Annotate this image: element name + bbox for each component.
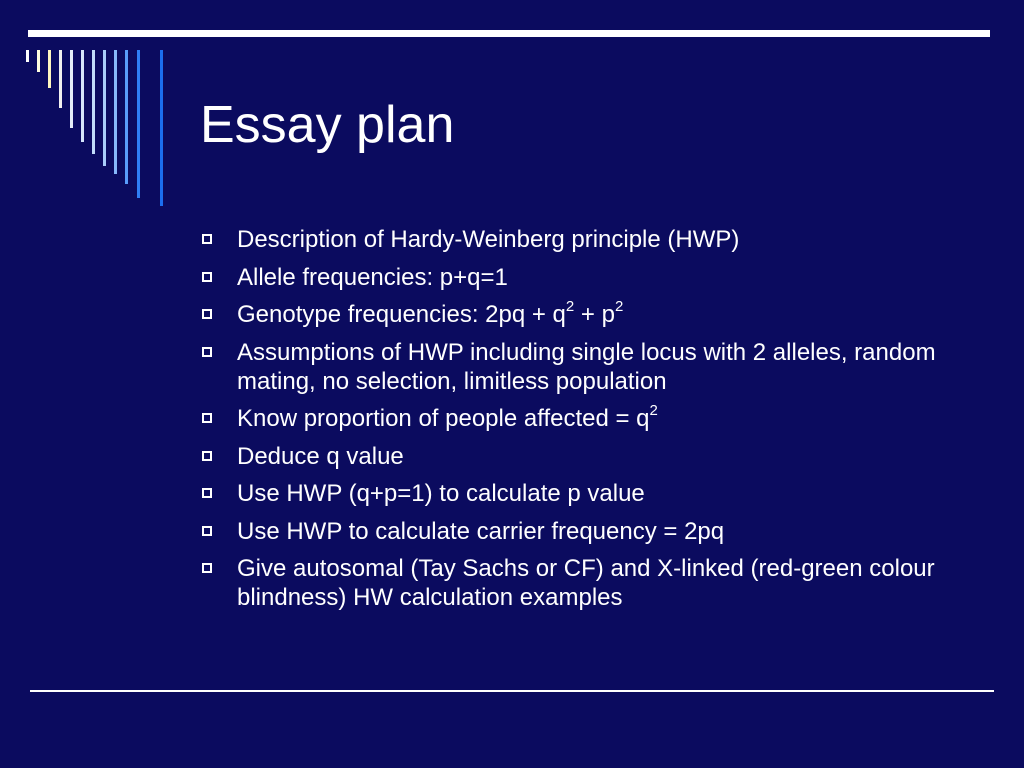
stripe	[37, 50, 40, 72]
bullet-item	[200, 300, 980, 329]
stripe	[26, 50, 29, 62]
stripe	[114, 50, 117, 174]
square-bullet-icon	[202, 413, 212, 423]
square-bullet-icon	[202, 563, 212, 573]
superscript: 2	[565, 298, 575, 315]
superscript: 2	[649, 402, 658, 419]
stripe	[103, 50, 106, 166]
bullet-text: Know proportion of people affected = q	[237, 405, 650, 432]
bullet-item	[200, 225, 980, 254]
decorative-stripes	[26, 50, 176, 210]
bullet-item	[200, 517, 980, 546]
stripe	[125, 50, 128, 184]
bullet-text: Deduce q value	[237, 442, 404, 470]
stripe	[48, 50, 51, 88]
bullet-text: Allele frequencies: p+q=1	[237, 263, 508, 291]
top-rule	[28, 30, 990, 37]
square-bullet-icon	[202, 347, 212, 357]
bullet-item	[200, 404, 980, 433]
stripe	[92, 50, 95, 154]
stripe	[137, 50, 140, 198]
bullet-text: Give autosomal (Tay Sachs or CF) and X-linked (red-green colour blindness) HW calculation examples	[237, 555, 935, 611]
square-bullet-icon	[202, 451, 212, 461]
stripe	[70, 50, 73, 128]
bullet-text: Genotype frequencies: 2pq + q	[237, 301, 566, 328]
bullet-text: Use HWP to calculate carrier frequency = 2pq	[237, 517, 725, 545]
bullet-text: Use HWP (q+p=1) to calculate p value	[237, 480, 645, 507]
bullet-list	[200, 225, 980, 621]
bullet-item	[200, 442, 980, 471]
bullet-item	[200, 479, 980, 508]
square-bullet-icon	[202, 526, 212, 536]
bullet-text: + p	[574, 301, 615, 328]
stripe	[59, 50, 62, 108]
square-bullet-icon	[202, 488, 212, 498]
superscript: 2	[614, 298, 624, 315]
bullet-item	[200, 554, 980, 612]
slide-title: Essay plan	[200, 96, 455, 154]
bullet-item	[200, 263, 980, 292]
stripe	[81, 50, 84, 142]
bullet-text: Assumptions of HWP including single locus with 2 alleles, random mating, no selection, limitless population	[237, 338, 936, 395]
bullet-item	[200, 338, 980, 396]
square-bullet-icon	[202, 272, 212, 282]
bottom-rule	[30, 690, 994, 692]
stripe	[160, 50, 163, 206]
bullet-text: Description of Hardy-Weinberg principle (HWP)	[237, 226, 740, 253]
square-bullet-icon	[202, 234, 212, 244]
square-bullet-icon	[202, 309, 212, 319]
